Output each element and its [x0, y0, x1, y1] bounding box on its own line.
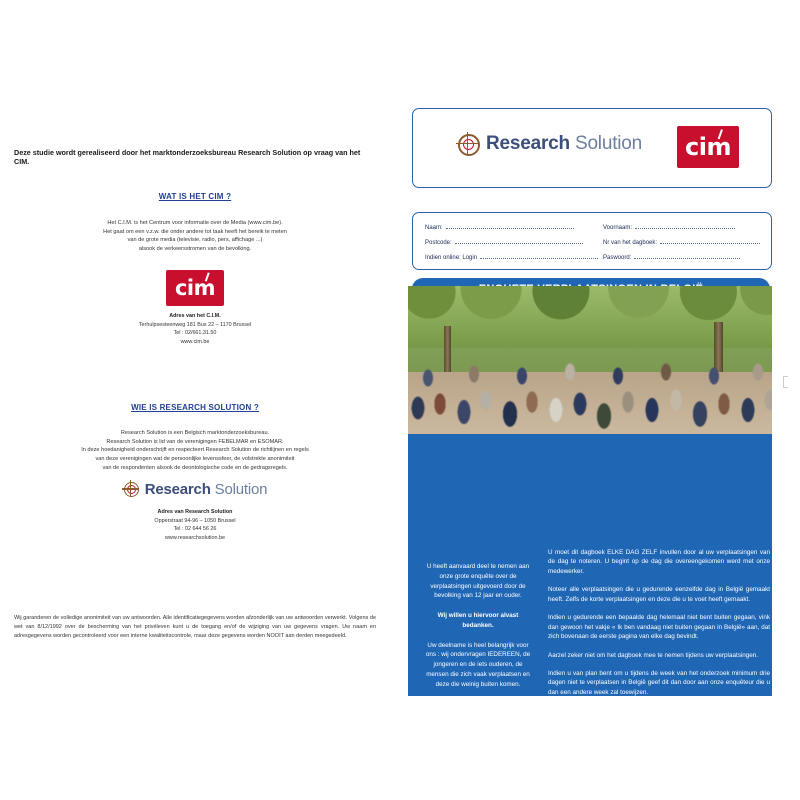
voornaam-input[interactable] [635, 221, 735, 229]
logo-header-box [412, 108, 772, 188]
voornaam-field[interactable] [603, 221, 761, 231]
login-input[interactable] [480, 251, 598, 259]
cim-logo-right [677, 126, 739, 168]
instruction-paragraph-4: Aarzel zeker niet om het dagboek mee te nemen tijdens uw verplaatsingen. [548, 651, 759, 659]
instruction-paragraph-5: Indien u van plan bent om u tijdens de week van het onderzoek minimum drie dagen niet te verplaatsen in België geef dit dan door aan onze enquêteur die u dan een andere week zal toewijzen. [548, 669, 770, 696]
target-mark-icon [457, 133, 479, 155]
cim-address-line-1: Terhulpsesteenweg 181 Bus 22 – 1170 Brussel [138, 321, 252, 328]
reward-text: Door aan deze enquête deel te nemen, maakt u kans om een prachtige prijs te winnen. Elke 2 maanden worden er 24 winnaars bij trekking bepaald. Zij krijgen een cadeaubon die varieert tussen 20 € en 250 €. [548, 718, 770, 745]
page-margin-right [772, 286, 786, 696]
rs-address-block [0, 508, 390, 543]
crowd-of-people [398, 338, 786, 434]
postcode-field[interactable] [425, 236, 603, 246]
callout-paragraph-1: U heeft aanvaard deel te nemen aan onze grote enquête over de verplaatsingen uitgevoerd door de bevolking van 12 jaar en ouder. [426, 563, 530, 600]
rs-logo-light-text: Solution [574, 133, 643, 154]
instruction-paragraph-2: Noteer alle verplaatsingen die u gedurende eenzelfde dag in België gemaakt heeft. Zelfs de korte verplaatsingen en deze die u te voet heeft gemaakt. [548, 586, 770, 603]
cim-address-line-3: www.cim.be [180, 338, 210, 345]
privacy-footnote: Wij garanderen de volledige anonimiteit van uw antwoorden. Alle identificatiegegevens worden afzonderlijk van uw antwoorden verwerkt. Volgens de wet van 8/12/1992 over de bescherming van het privéleven kunt u de toegang en/of de wijziging van uw gegevens vragen. Uw naam en adresgegevens worden gecontroleerd voor een interne kwaliteitscontrole, maar deze gegevens worden NOOIT aan derden meegedeeld. [14, 615, 376, 639]
callout-paragraph-3: Uw deelname is heel belangrijk voor ons : wij ondervragen IEDEREEN, de jongeren en de iets ouderen, de mensen die zich vaak verplaatsen en deze die weinig buiten komen. [425, 641, 531, 688]
cim-section-paragraph: Het C.I.M. is het Centrum voor informatie over de Media (www.cim.be). Het gaat om een v.z.w. die onder andere tot taak heeft het bereik te meten van de grote media (televisie, radio, pers, affichage ...) alsook de verkeersstromen van de bevolking. [103, 220, 287, 252]
rs-address-heading: Adres van Research Solution [157, 509, 233, 515]
dagboek-nummer-input[interactable] [660, 236, 760, 244]
research-solution-logo [0, 481, 390, 499]
target-mark-icon [123, 481, 140, 498]
rs-address-line-2: Tel : 02 644 56 26 [173, 526, 217, 533]
naam-field[interactable] [425, 221, 603, 231]
cim-address-heading: Adres van het C.I.M. [169, 313, 221, 319]
page-margin-left [398, 286, 408, 696]
rs-section-paragraph: Research Solution is een Belgisch marktonderzoeksbureau. Research Solution is lid van de verenigingen FEBELMAR en ESOMAR. In deze hoedanigheid onderschrijft en respecteert Research Solution de richtlijnen en regels van deze verenigingen wat de persoonlijke levenssfeer, de volstrekte anonimiteit van de respondenten alsook de deontologische code en de gedragsregels. [81, 430, 309, 471]
respondent-form [412, 212, 772, 270]
cim-address-line-2: Tel : 02/661.31.50 [173, 330, 217, 337]
page-edge-notch [783, 376, 788, 388]
login-field[interactable] [425, 251, 603, 261]
left-headline: Deze studie wordt gerealiseerd door het marktonderzoeksbureau Research Solution op vraag van het CIM. [14, 148, 361, 167]
thank-you-callout [424, 562, 532, 699]
cim-logo [166, 270, 224, 306]
rs-logo-light-text: Solution [214, 481, 268, 499]
cim-address-block [0, 312, 390, 347]
dagboek-nummer-label: Nr van het dagboek: [603, 240, 658, 246]
cim-logo-text: cim [685, 133, 731, 161]
paswoord-input[interactable] [634, 251, 740, 259]
voornaam-label: Voornaam: [603, 225, 633, 231]
reward-heading: Om u te bedanken: [548, 707, 605, 715]
form-row-login [425, 249, 761, 263]
postcode-input[interactable] [455, 236, 583, 244]
instruction-paragraph-3: Indien u gedurende een bepaalde dag helemaal niet bent buiten gegaan, vink dan gewoon het vakje « Ik ben vandaag niet buiten gegaan in België» aan, dat zich bovenaan de eerste pagina van elke dag bevindt. [548, 614, 770, 641]
instruction-paragraph-1: U moet dit dagboek ELKE DAG ZELF invullen door al uw verplaatsingen van de dag te noteren. U begint op de dag die overeengekomen werd met onze medewerker. [548, 549, 770, 575]
instructions-text [548, 548, 770, 755]
left-page [0, 0, 390, 800]
research-solution-logo-right [457, 133, 642, 155]
rs-address-line-1: Opperstraat 94-96 – 1050 Brussel [154, 517, 236, 524]
login-label: Indien online: Login [425, 255, 478, 261]
rs-logo-bold-text: Research [486, 133, 570, 154]
form-row-naam [425, 219, 761, 233]
rs-address-line-3: www.researchsolution.be [165, 534, 225, 541]
callout-paragraph-2: Wij willen u hiervoor alvast bedanken. [437, 612, 519, 629]
cim-logo-text: cim [174, 276, 216, 300]
form-row-postcode [425, 234, 761, 248]
naam-input[interactable] [446, 221, 574, 229]
naam-label: Naam: [425, 225, 443, 231]
cim-section-title: WAT IS HET CIM ? [158, 192, 232, 201]
crowd-photo [398, 286, 786, 434]
dagboek-nummer-field[interactable] [603, 236, 761, 246]
right-page [398, 108, 786, 745]
postcode-label: Postcode: [425, 240, 452, 246]
rs-logo-bold-text: Research [144, 481, 211, 499]
rs-section-title: WIE IS RESEARCH SOLUTION ? [131, 403, 259, 412]
paswoord-field[interactable] [603, 251, 761, 261]
photo-and-text-panel [398, 286, 786, 745]
paswoord-label: Paswoord: [603, 255, 632, 261]
